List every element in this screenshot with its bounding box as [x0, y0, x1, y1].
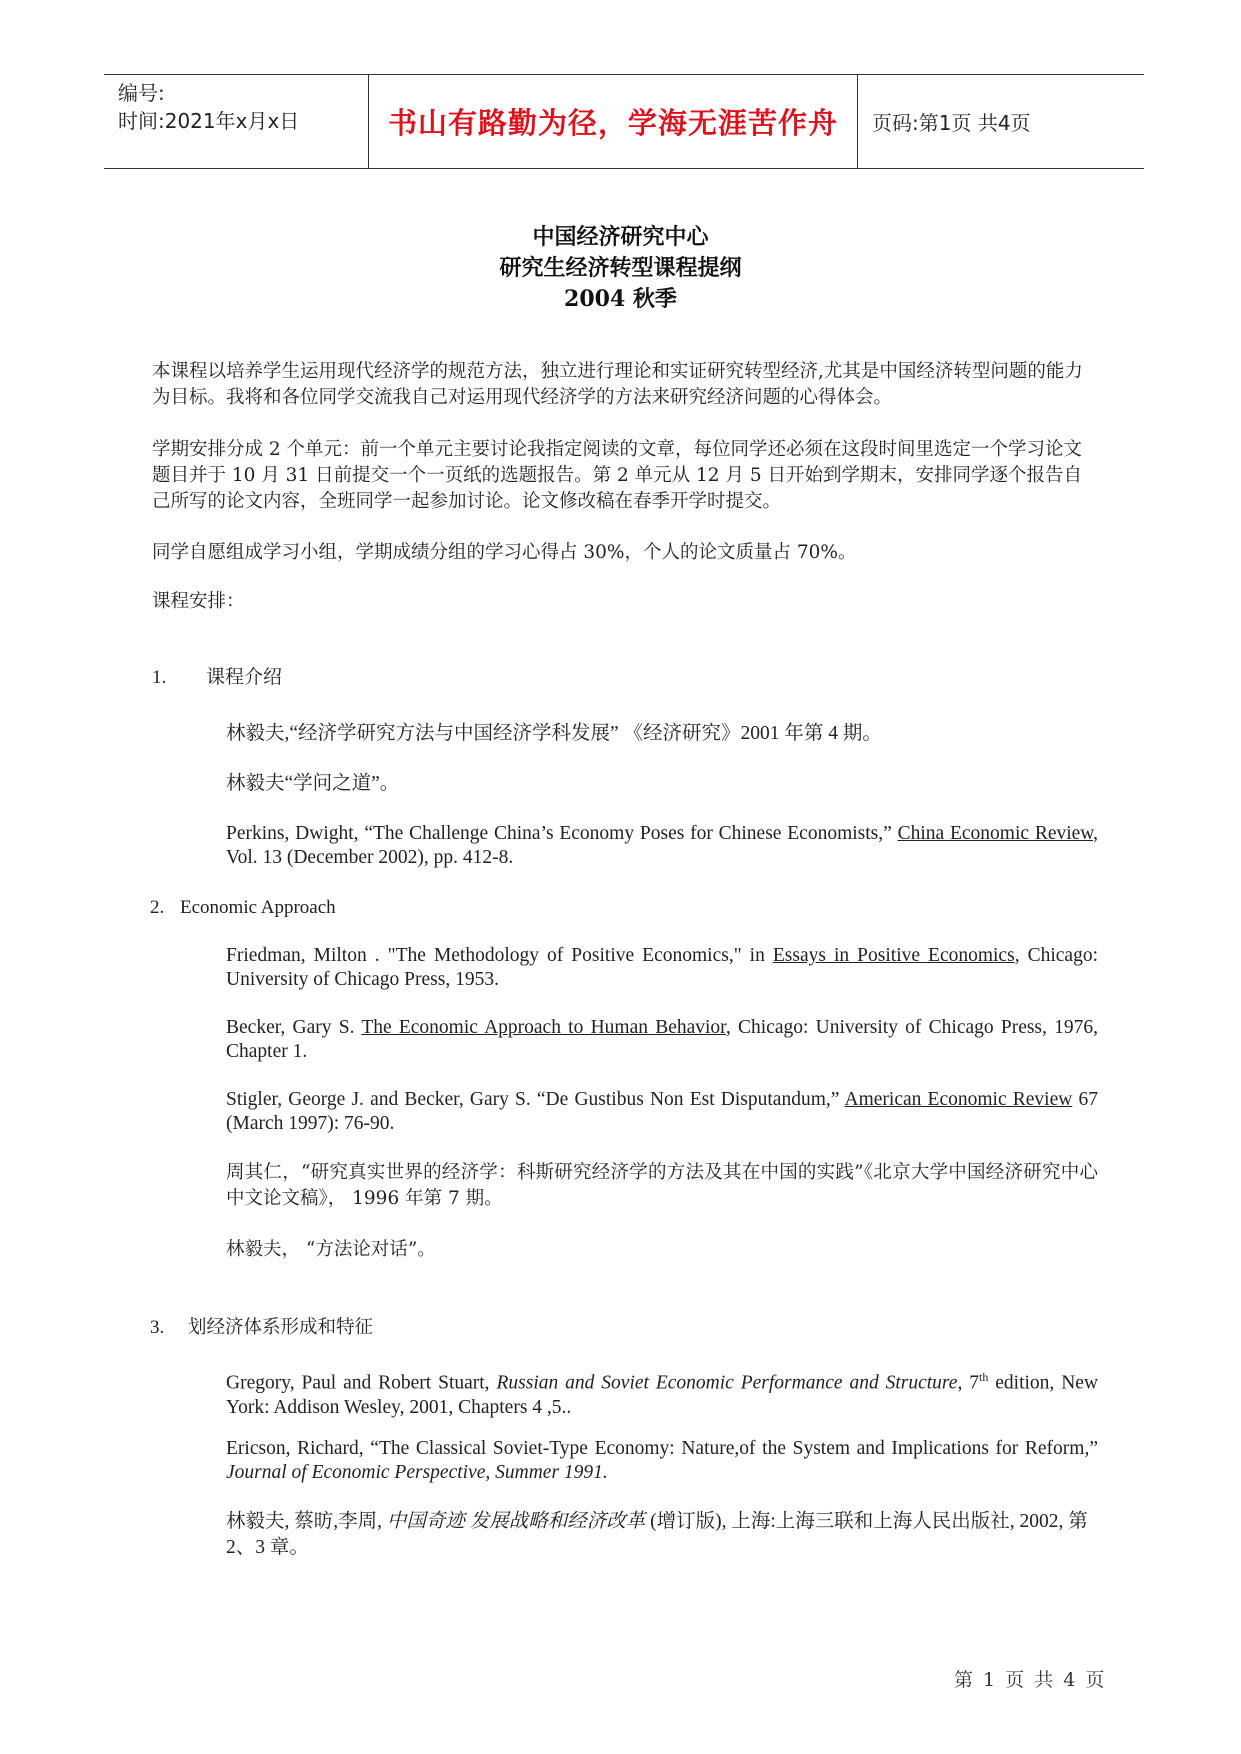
document-time-label: 时间:2021年x月x日 — [118, 109, 300, 133]
reference-item — [226, 1088, 1098, 1136]
book-title: The Economic Approach to Human Behavior — [361, 1017, 726, 1038]
header-page-info-cell — [858, 75, 1144, 168]
reference-text: Friedman, Milton . "The Methodology of Positive Economics," in — [226, 945, 773, 966]
reference-item — [226, 822, 1098, 870]
reference-text: Ericson, Richard, “The Classical Soviet-Type Economy: Nature,of the System and Implications for Reform,” — [226, 1438, 1098, 1459]
reference-item — [226, 1437, 1098, 1485]
book-title: Russian and Soviet Economic Performance and Structure — [496, 1372, 958, 1394]
header-left-cell — [104, 75, 368, 168]
reference-text: (增订版), 上海:上海三联和上海人民出版社, 2002, 第 2、3 章。 — [226, 1511, 1088, 1558]
header-motto: 书山有路勤为径，学海无涯苦作舟 — [387, 106, 838, 140]
reference-item — [226, 1016, 1098, 1064]
journal-title: China Economic Review — [897, 823, 1094, 844]
reference-item: 林毅夫， “方法论对话”。 — [226, 1239, 436, 1260]
superscript: th — [979, 1370, 989, 1384]
reference-text: , 7 — [957, 1372, 980, 1394]
section-3-number: 3. — [150, 1317, 165, 1338]
journal-title: American Economic Review — [844, 1089, 1073, 1110]
title-line-3: 2004 秋季 — [564, 286, 677, 312]
section-1-number: 1. — [152, 667, 167, 688]
document-title — [0, 222, 1241, 315]
reference-text: , Vol. 13 (December 2002), pp. 412-8. — [226, 823, 1098, 868]
reference-text: , Chicago: University of Chicago Press, 1953. — [226, 945, 1098, 990]
reference-text: Perkins, Dwight, “The Challenge China’s Economy Poses for Chinese Economists,” — [226, 823, 898, 844]
section-2-title: Economic Approach — [180, 897, 336, 918]
intro-schedule-label: 课程安排： — [152, 591, 245, 612]
reference-text: , Chicago: University of Chicago Press, 1976, Chapter 1. — [226, 1017, 1098, 1062]
page-header — [104, 74, 1144, 169]
reference-text: 67 (March 1997): 76-90. — [226, 1089, 1099, 1134]
journal-title: Journal of Economic Perspective, Summer 1991. — [226, 1462, 608, 1483]
header-page-info: 页码:第1页 共4页 — [872, 111, 1031, 135]
book-title: Essays in Positive Economics — [772, 945, 1015, 966]
reference-item: 周其仁，“研究真实世界的经济学：科斯研究经济学的方法及其在中国的实践”《北京大学中国经济研究中心中文论文稿》， 1996 年第 7 期。 — [226, 1162, 1098, 1209]
section-3-title: 划经济体系形成和特征 — [188, 1317, 374, 1338]
section-2-number: 2. — [150, 897, 165, 918]
reference-text: Gregory, Paul and Robert Stuart, — [226, 1372, 497, 1394]
intro-paragraph-2: 学期安排分成 2 个单元：前一个单元主要讨论我指定阅读的文章，每位同学还必须在这段时间里选定一个学习论文题目并于 10 月 31 日前提交一个一页纸的选题报告。第 2 单元从 12 月 5 日开始到学期末，安排同学逐个报告自己所写的论文内容，全班同学一起参加讨论。论文修改稿在春季开学时提交。 — [152, 439, 1083, 512]
reference-text: edition, New York: Addison Wesley, 2001, Chapters 4 ,5.. — [226, 1372, 1099, 1418]
document-number-label: 编号: — [118, 81, 165, 105]
title-line-1: 中国经济研究中心 — [532, 224, 709, 250]
reference-item: 林毅夫,“经济学研究方法与中国经济学科发展” 《经济研究》2001 年第 4 期。 — [226, 723, 882, 744]
reference-text: Stigler, George J. and Becker, Gary S. “De Gustibus Non Est Disputandum,” — [226, 1089, 845, 1110]
reference-item: 林毅夫“学问之道”。 — [226, 773, 400, 794]
book-title: 中国奇迹 发展战略和经济改革 — [386, 1511, 646, 1532]
title-line-2: 研究生经济转型课程提纲 — [499, 255, 742, 281]
intro-paragraph-3: 同学自愿组成学习小组，学期成绩分组的学习心得占 30%，个人的论文质量占 70%。 — [152, 542, 857, 563]
reference-item — [226, 944, 1098, 992]
reference-text: Becker, Gary S. — [226, 1017, 362, 1038]
reference-item — [226, 1365, 1098, 1420]
reference-text: 林毅夫, 蔡昉,李周, — [226, 1511, 387, 1532]
intro-paragraph-1: 本课程以培养学生运用现代经济学的规范方法，独立进行理论和实证研究转型经济,尤其是中国经济转型问题的能力为目标。我将和各位同学交流我自己对运用现代经济学的方法来研究经济问题的心得体会。 — [152, 361, 1083, 408]
header-motto-cell — [368, 75, 858, 168]
section-1-title: 课程介绍 — [206, 667, 283, 688]
page-footer: 第 1 页 共 4 页 — [954, 1669, 1107, 1691]
reference-item — [226, 1509, 1098, 1561]
